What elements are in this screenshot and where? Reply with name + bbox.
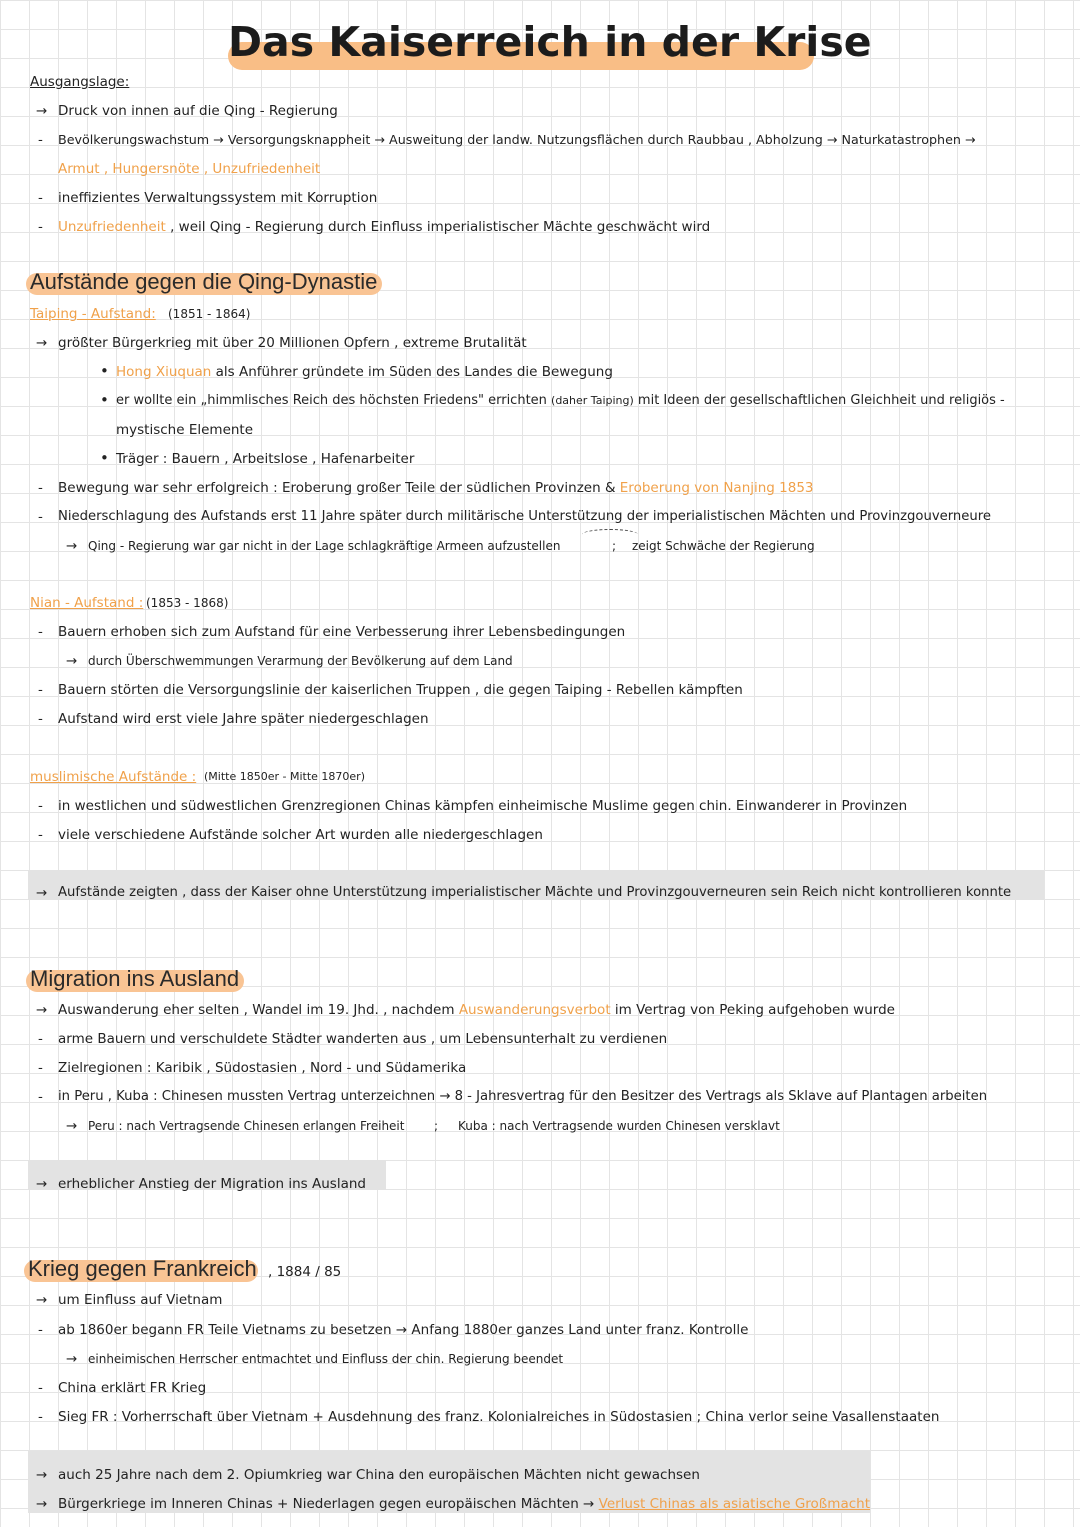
- frankreich-line: China erklärt FR Krieg: [58, 1380, 207, 1396]
- bullet-icon: •: [100, 449, 109, 467]
- conclusion-text: erheblicher Anstieg der Migration ins Ausland: [58, 1176, 366, 1192]
- dash-icon: -: [38, 132, 43, 148]
- nian-line: Bauern erhoben sich zum Aufstand für eine Verbesserung ihrer Lebensbedingungen: [58, 624, 626, 640]
- arrow-icon: →: [36, 1176, 48, 1192]
- migration-line: Zielregionen : Karibik , Südostasien , Nord - und Südamerika: [58, 1060, 467, 1076]
- frankreich-line: Sieg FR : Vorherrschaft über Vietnam + Ausdehnung des franz. Kolonialreiches in Südostasien ; China verlor seine Vasallenstaaten: [58, 1409, 940, 1425]
- dash-icon: -: [38, 480, 43, 496]
- migration-line: arme Bauern und verschuldete Städter wanderten aus , um Lebensunterhalt zu verdienen: [58, 1031, 668, 1047]
- frankreich-line: um Einfluss auf Vietnam: [58, 1292, 223, 1308]
- taiping-bullet: [116, 362, 613, 382]
- frankreich-date: , 1884 / 85: [268, 1264, 342, 1280]
- bullet-icon: •: [100, 362, 109, 380]
- nian-subline: durch Überschwemmungen Verarmung der Bevölkerung auf dem Land: [88, 654, 513, 668]
- dash-icon: -: [38, 1089, 43, 1105]
- dash-icon: -: [38, 827, 43, 843]
- line-text: er wollte ein „himmlisches Reich des höchsten Friedens" errichten: [116, 393, 552, 408]
- nian-dates: (1853 - 1868): [146, 596, 229, 610]
- dash-icon: -: [38, 1031, 43, 1047]
- page-title: Das Kaiserreich in der Krise: [228, 18, 872, 66]
- taiping-line: [58, 478, 814, 498]
- dash-icon: -: [38, 1380, 43, 1396]
- arrow-icon: →: [36, 335, 48, 351]
- highlight-text: Unzufriedenheit: [58, 219, 166, 235]
- section-heading-text: Aufstände gegen die Qing-Dynastie: [30, 269, 378, 294]
- dash-icon: -: [38, 1409, 43, 1425]
- title-block: [228, 14, 872, 72]
- section-heading-frankreich: [24, 1254, 262, 1284]
- ausgangslage-line: [58, 217, 710, 237]
- dash-icon: -: [38, 509, 43, 525]
- migration-line: in Peru , Kuba : Chinesen mussten Vertrag unterzeichnen → 8 - Jahresvertrag für den Besitzer des Vertrags als Sklave auf Plantagen arbeiten: [58, 1089, 988, 1104]
- muslim-title: muslimische Aufstände :: [30, 769, 197, 785]
- arrow-icon: →: [36, 103, 48, 119]
- separator: ;: [434, 1119, 439, 1133]
- line-text-small: (daher Taiping): [551, 394, 634, 407]
- conclusion-text: Aufstände zeigten , dass der Kaiser ohne Unterstützung imperialistischer Mächte und Provinzgouverneuren sein Reich nicht kontrollieren konnte: [58, 885, 1012, 900]
- taiping-subline: Qing - Regierung war gar nicht in der Lage schlagkräftige Armeen aufzustellen: [88, 539, 561, 553]
- dash-icon: -: [38, 1060, 43, 1076]
- arrow-icon: →: [36, 885, 48, 901]
- muslim-dates: (Mitte 1850er - Mitte 1870er): [204, 770, 365, 783]
- line-text: Auswanderung eher selten , Wandel im 19. Jhd. , nachdem: [58, 1002, 459, 1018]
- taiping-dates: (1851 - 1864): [168, 307, 251, 321]
- section-heading-migration: [26, 964, 248, 994]
- arrow-icon: →: [66, 1118, 78, 1134]
- dash-icon: -: [38, 711, 43, 727]
- taiping-bullet-cont: mystische Elemente: [116, 422, 254, 438]
- ausgangslage-heading: Ausgangslage:: [30, 74, 130, 90]
- taiping-subline: zeigt Schwäche der Regierung: [632, 539, 815, 553]
- migration-subline: Kuba : nach Vertragsende wurden Chinesen versklavt: [458, 1119, 780, 1133]
- ausgangslage-line: Bevölkerungswachstum → Versorgungsknappheit → Ausweitung der landw. Nutzungsflächen durch Raubbau , Abholzung → Naturkatastrophen →: [58, 132, 976, 147]
- muslim-line: in westlichen und südwestlichen Grenzregionen Chinas kämpfen einheimische Muslime gegen chin. Einwanderer in Provinzen: [58, 798, 908, 814]
- bullet-icon: •: [100, 391, 109, 409]
- dash-icon: -: [38, 219, 43, 235]
- taiping-bullet: [116, 391, 1005, 411]
- arrow-icon: →: [36, 1496, 48, 1512]
- section-heading-text: Krieg gegen Frankreich: [28, 1256, 257, 1281]
- separator: ;: [612, 539, 617, 553]
- highlight-text: Auswanderungsverbot: [458, 1002, 611, 1018]
- arrow-icon: →: [66, 1351, 78, 1367]
- dash-icon: -: [38, 190, 43, 206]
- nian-line: Bauern störten die Versorgungslinie der kaiserlichen Truppen , die gegen Taiping - Rebellen kämpften: [58, 682, 743, 698]
- highlight-text: Hong Xiuquan: [116, 364, 212, 380]
- line-text: Bewegung war sehr erfolgreich : Eroberung großer Teile der südlichen Provinzen &: [58, 480, 620, 496]
- arrow-icon: →: [66, 653, 78, 669]
- dash-icon: -: [38, 624, 43, 640]
- taiping-line: Niederschlagung des Aufstands erst 11 Jahre später durch militärische Unterstützung der imperialistischen Mächten und Provinzgouverneure: [58, 509, 992, 524]
- section-heading-aufstaende: [26, 267, 386, 297]
- dash-icon: -: [38, 798, 43, 814]
- arrow-icon: →: [36, 1002, 48, 1018]
- ausgangslage-line: ineffizientes Verwaltungssystem mit Korruption: [58, 190, 378, 206]
- line-text: als Anführer gründete im Süden des Landes die Bewegung: [211, 364, 613, 380]
- line-text: Bürgerkriege im Inneren Chinas + Niederlagen gegen europäischen Mächten →: [58, 1496, 599, 1512]
- taiping-line: größter Bürgerkrieg mit über 20 Millionen Opfern , extreme Brutalität: [58, 335, 527, 351]
- highlight-text: Eroberung von Nanjing 1853: [619, 480, 814, 496]
- dash-icon: -: [38, 1322, 43, 1338]
- migration-line: [58, 1000, 895, 1020]
- migration-subline: Peru : nach Vertragsende Chinesen erlangen Freiheit: [88, 1119, 405, 1133]
- taiping-bullet: Träger : Bauern , Arbeitslose , Hafenarbeiter: [116, 451, 415, 467]
- muslim-line: viele verschiedene Aufstände solcher Art wurden alle niedergeschlagen: [58, 827, 543, 843]
- arrow-icon: →: [36, 1292, 48, 1308]
- arrow-icon: →: [66, 538, 78, 554]
- ausgangslage-line: Armut , Hungersnöte , Unzufriedenheit: [58, 161, 321, 177]
- dash-icon: -: [38, 682, 43, 698]
- nian-line: Aufstand wird erst viele Jahre später niedergeschlagen: [58, 711, 429, 727]
- taiping-title: Taiping - Aufstand:: [30, 306, 156, 322]
- frankreich-line: ab 1860er begann FR Teile Vietnams zu besetzen → Anfang 1880er ganzes Land unter franz. Kontrolle: [58, 1322, 749, 1338]
- conclusion-text: [58, 1494, 870, 1514]
- ausgangslage-line: Druck von innen auf die Qing - Regierung: [58, 103, 338, 119]
- line-text: im Vertrag von Peking aufgehoben wurde: [610, 1002, 895, 1018]
- line-text: mit Ideen der gesellschaftlichen Gleichheit und religiös -: [633, 393, 1005, 408]
- section-heading-text: Migration ins Ausland: [30, 966, 240, 991]
- frankreich-subline: einheimischen Herrscher entmachtet und Einfluss der chin. Regierung beendet: [88, 1352, 564, 1366]
- arrow-icon: →: [36, 1467, 48, 1483]
- line-text: , weil Qing - Regierung durch Einfluss imperialistischer Mächte geschwächt wird: [165, 219, 711, 235]
- connector-arrow-icon: [582, 529, 638, 540]
- highlight-text: Verlust Chinas als asiatische Großmacht: [598, 1496, 870, 1512]
- conclusion-text: auch 25 Jahre nach dem 2. Opiumkrieg war China den europäischen Mächten nicht gewachsen: [58, 1467, 700, 1483]
- nian-title: Nian - Aufstand :: [30, 595, 144, 611]
